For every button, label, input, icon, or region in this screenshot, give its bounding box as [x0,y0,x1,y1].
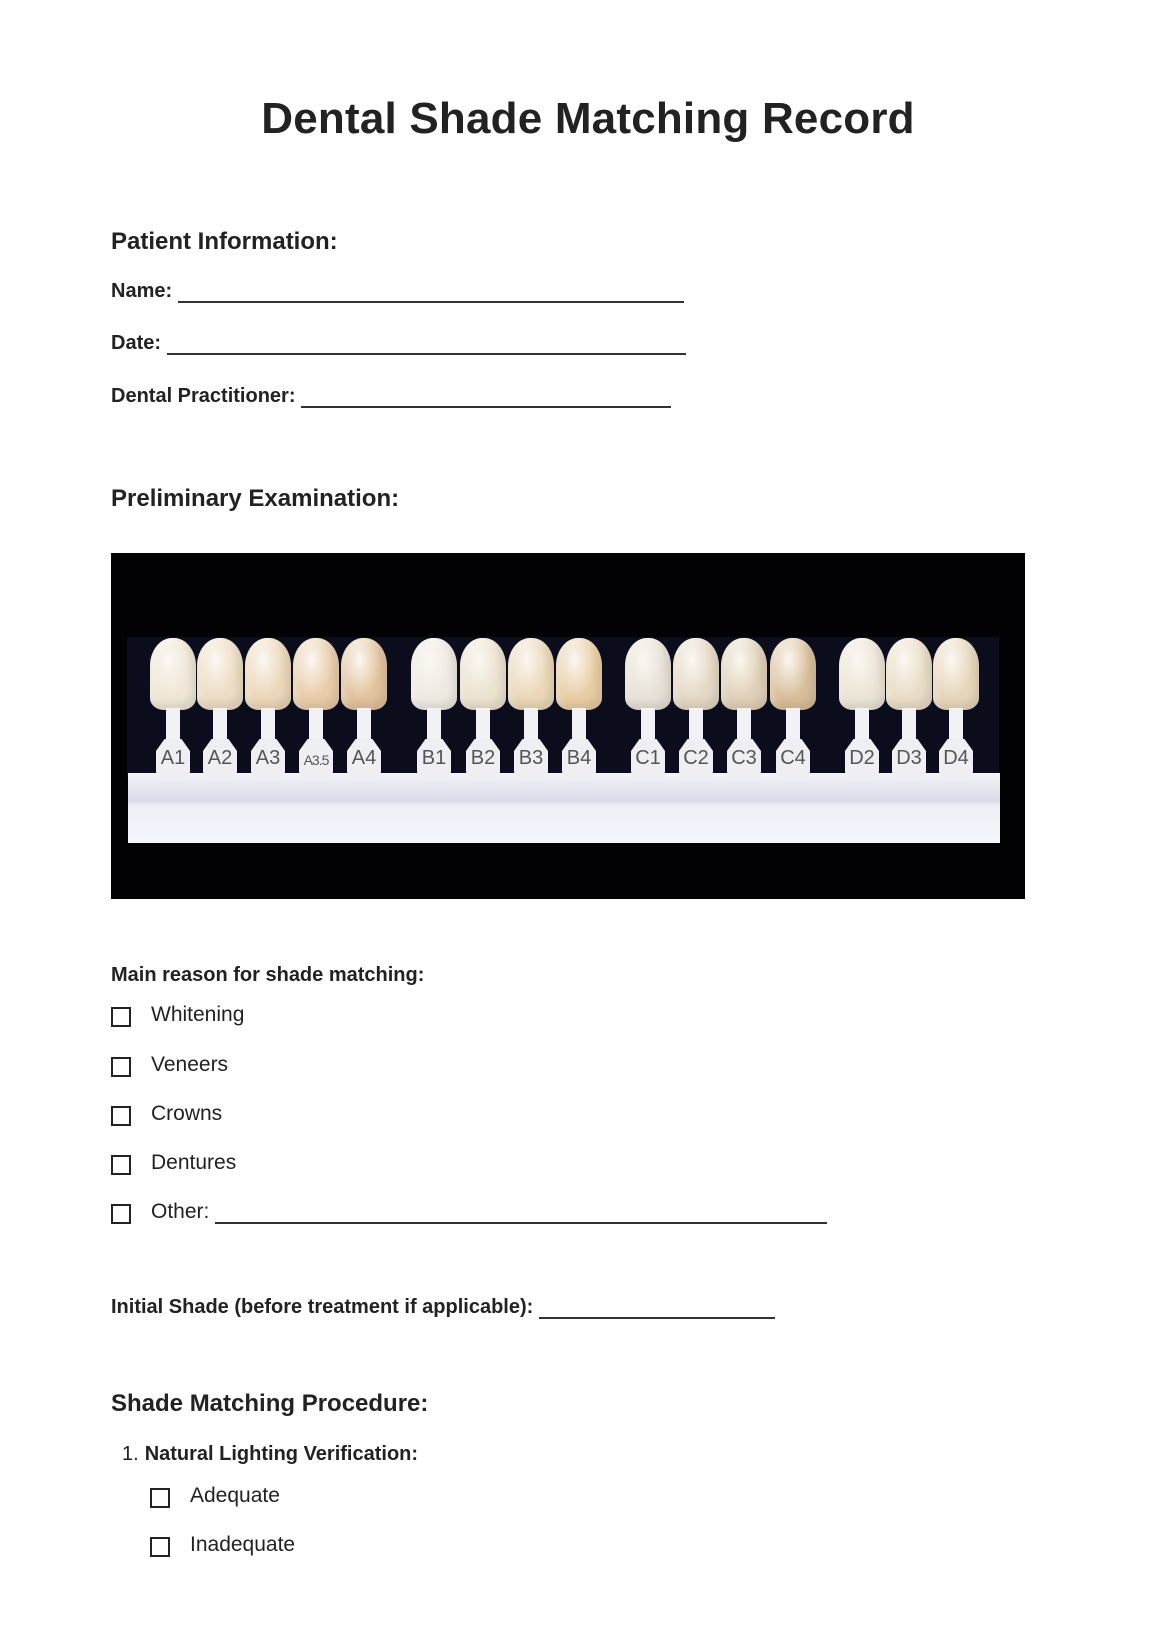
date-input-line[interactable] [167,333,686,355]
shade-tab [890,553,928,769]
shade-tab [774,553,812,769]
option-label: Whitening [151,1003,245,1026]
shade-label: C3 [731,747,757,769]
shade-label: C4 [780,747,806,769]
name-input-line[interactable] [178,281,684,303]
date-label: Date: [111,332,162,354]
tooth-sample [933,638,979,710]
checkbox-whitening[interactable] [111,1007,131,1027]
shade-guide-holder-bar [128,773,1000,843]
checkbox-crowns[interactable] [111,1106,131,1126]
initial-shade-label: Initial Shade (before treatment if applicable): [111,1296,534,1318]
checkbox-dentures[interactable] [111,1155,131,1175]
practitioner-input-line[interactable] [301,386,671,408]
shade-tab [843,553,881,769]
shade-label: D4 [943,747,969,769]
checkbox-inadequate[interactable] [150,1537,170,1557]
tooth-sample [197,638,243,710]
shade-label: D2 [849,747,875,769]
option-whitening[interactable] [111,1003,244,1027]
option-label: Crowns [151,1102,223,1125]
reason-label: Main reason for shade matching: [111,964,425,986]
shade-label: B4 [566,747,592,769]
shade-tab [415,553,453,769]
shade-label: A4 [351,747,377,769]
option-label: Other: [151,1200,210,1223]
checkbox-veneers[interactable] [111,1057,131,1077]
tooth-sample [460,638,506,710]
initial-shade-field [111,1296,775,1319]
practitioner-label: Dental Practitioner: [111,385,296,407]
shade-tab [560,553,598,769]
tooth-sample [625,638,671,710]
option-dentures[interactable] [111,1151,236,1175]
other-input-line[interactable] [215,1200,827,1224]
tooth-sample [673,638,719,710]
tooth-sample [508,638,554,710]
tooth-sample [721,638,767,710]
shade-label: A3.5 [303,752,329,768]
option-inadequate[interactable] [150,1533,295,1557]
shade-guide-photo [111,553,1025,899]
option-crowns[interactable] [111,1102,222,1126]
initial-shade-input-line[interactable] [539,1297,775,1319]
shade-label: B3 [518,747,544,769]
document-title: Dental Shade Matching Record [261,94,915,143]
shade-tab [725,553,763,769]
tooth-sample [770,638,816,710]
tooth-sample [839,638,885,710]
shade-label: D3 [896,747,922,769]
shade-tab [154,553,192,769]
practitioner-field [111,385,671,408]
option-label: Dentures [151,1151,237,1174]
shade-label: A1 [160,747,186,769]
step-number: 1. [122,1443,139,1465]
option-other[interactable] [111,1200,827,1224]
option-label: Veneers [151,1053,229,1076]
shade-tab [201,553,239,769]
shade-tab [249,553,287,769]
option-adequate[interactable] [150,1484,280,1508]
date-field [111,332,686,355]
tooth-sample [886,638,932,710]
shade-label: A2 [207,747,233,769]
shade-tab [345,553,383,769]
preliminary-heading: Preliminary Examination: [111,485,400,512]
shade-tab [512,553,550,769]
shade-label: C1 [635,747,661,769]
shade-label: A3 [255,747,281,769]
checkbox-other[interactable] [111,1204,131,1224]
tooth-sample [293,638,339,710]
tooth-sample [341,638,387,710]
shade-tab [629,553,667,769]
option-label: Inadequate [190,1533,296,1556]
tooth-sample [245,638,291,710]
checkbox-adequate[interactable] [150,1488,170,1508]
shade-tab [297,553,335,768]
name-field [111,280,684,303]
shade-tab [677,553,715,769]
shade-label: B1 [421,747,447,769]
patient-info-heading: Patient Information: [111,228,338,255]
step-label: Natural Lighting Verification: [144,1443,419,1465]
procedure-heading: Shade Matching Procedure: [111,1390,429,1417]
shade-label: B2 [470,747,496,769]
option-label: Adequate [190,1484,280,1507]
shade-label: C2 [683,747,709,769]
tooth-sample [150,638,196,710]
step-1 [122,1443,418,1466]
tooth-sample [556,638,602,710]
shade-tab [937,553,975,769]
name-label: Name: [111,280,173,302]
shade-tab [464,553,502,769]
tooth-sample [411,638,457,710]
option-veneers[interactable] [111,1053,228,1077]
